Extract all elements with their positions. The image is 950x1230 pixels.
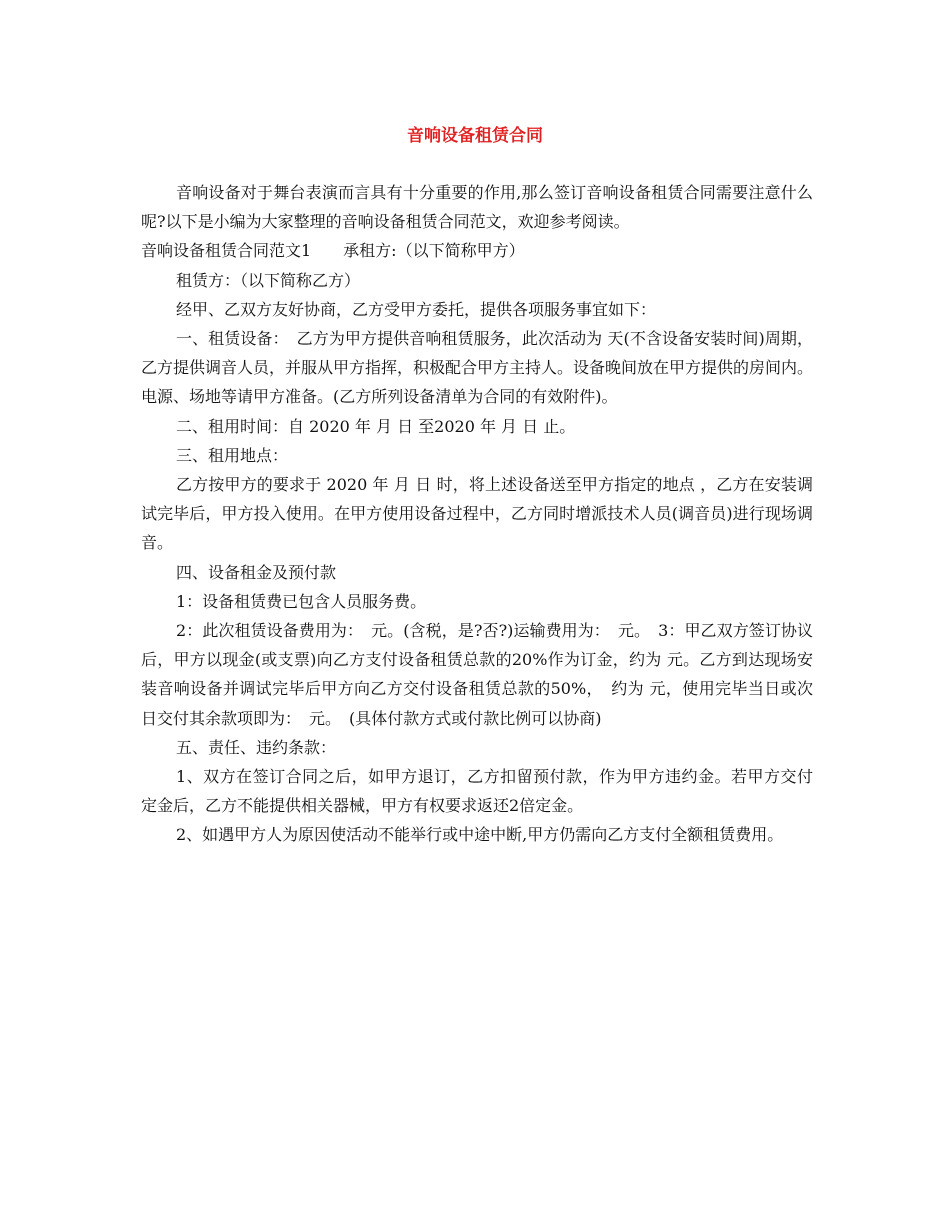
clause-liability-heading: 五、责任、违约条款： [176, 737, 337, 757]
document-body [141, 178, 813, 850]
clause-rental-time: 二、租用时间：自 2020 年 月 日 至2020 年 月 日 止。 [176, 416, 576, 436]
paragraph-lessor: 租赁方：（以下简称乙方） [176, 270, 361, 290]
clause-rent-item-2: 2：此次租赁设备费用为： 元。(含税，是?否?)运输费用为： 元。 3：甲乙双方签订协议后，甲方以现金(或支票)向乙方支付设备租赁总款的20%作为订金，约为 元。乙方到达现场安装音响设备并调试完毕后甲方向乙方交付设备租赁总款的50%， 约为 元，使用完毕当日或次日交付其余款项即为： 元。 (具体付款方式或付款比例可以协商) [141, 621, 813, 728]
clause-rent-heading: 四、设备租金及预付款 [176, 562, 337, 582]
clause-liability-item-2: 2、如遇甲方人为原因使活动不能举行或中途中断,甲方仍需向乙方支付全额租赁费用。 [176, 825, 784, 845]
clause-rental-location-heading: 三、租用地点： [176, 445, 289, 465]
clause-liability-item-1: 1、双方在签订合同之后，如甲方退订，乙方扣留预付款，作为甲方违约金。若甲方交付 定金后，乙方不能提供相关器械，甲方有权要求返还2倍定金。 [141, 767, 813, 816]
clause-rental-location: 乙方按甲方的要求于 2020 年 月 日 时，将上述设备送至甲方指定的地点 ，乙方在安装调试完毕后，甲方投入使用。在甲方使用设备过程中，乙方同时增派技术人员(调音员)进行现场调音。 [141, 475, 813, 553]
paragraph-agreement: 经甲、乙双方友好协商，乙方受甲方委托，提供各项服务事宜如下： [176, 299, 657, 319]
clause-rental-equipment: 一、租赁设备： 乙方为甲方提供音响租赁服务，此次活动为 天(不含设备安装时间)周期，乙方提供调音人员，并服从甲方指挥，积极配合甲方主持人。设备晚间放在甲方提供的房间内。电源、场地等请甲方准备。(乙方所列设备清单为合同的有效附件)。 [141, 329, 814, 407]
clause-rent-item-1: 1：设备租赁费已包含人员服务费。 [176, 591, 427, 611]
paragraph-intro: 音响设备对于舞台表演而言具有十分重要的作用,那么签订音响设备租赁合同需要注意什么呢?以下是小编为大家整理的音响设备租赁合同范文，欢迎参考阅读。 [141, 183, 813, 232]
paragraph-sample-heading: 音响设备租赁合同范文1 承租方:（以下简称甲方） [141, 241, 525, 261]
document-title: 音响设备租赁合同 [407, 126, 543, 146]
